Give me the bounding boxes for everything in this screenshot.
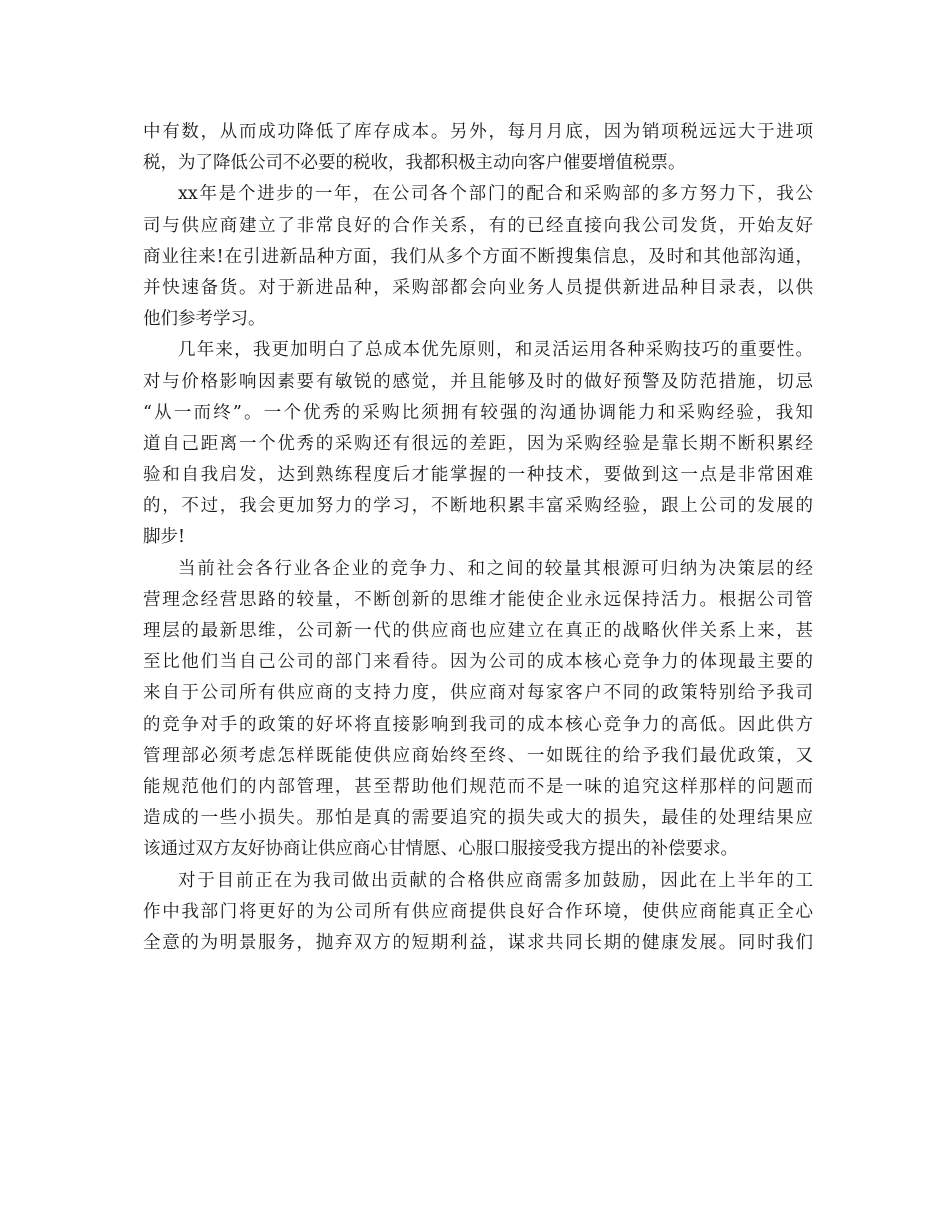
text-line: 能规范他们的内部管理，甚至帮助他们规范而不是一味的追究这样那样的问题而 bbox=[143, 776, 813, 797]
text-line: 他们参考学习。 bbox=[143, 309, 266, 330]
text-line: 的竞争对手的政策的好坏将直接影响到我司的成本核心竞争力的高低。因此供方 bbox=[143, 714, 813, 735]
text-line: 该通过双方友好协商让供应商心甘情愿、心服口服接受我方提出的补偿要求。 bbox=[143, 839, 738, 860]
text-line: “从一而终”。一个优秀的采购比须拥有较强的沟通协调能力和采购经验，我知 bbox=[143, 402, 813, 423]
text-line: 验和自我启发，达到熟练程度后才能掌握的一种技术，要做到这一点是非常困难 bbox=[143, 465, 813, 486]
text-line: 当前社会各行业各企业的竞争力、和之间的较量其根源可归纳为决策层的经 bbox=[178, 558, 813, 579]
document-body bbox=[143, 117, 813, 959]
text-line: 造成的一些小损失。那怕是真的需要追究的损失或大的损失，最佳的处理结果应 bbox=[143, 808, 813, 829]
text-line: 对与价格影响因素要有敏锐的感觉，并且能够及时的做好预警及防范措施，切忌 bbox=[143, 371, 813, 392]
text-line: 脚步! bbox=[143, 527, 186, 548]
text-line: 几年来，我更加明白了总成本优先原则，和灵活运用各种采购技巧的重要性。 bbox=[178, 340, 813, 361]
text-line: xx年是个进步的一年，在公司各个部门的配合和采购部的多方努力下，我公 bbox=[178, 184, 813, 205]
text-line: 道自己距离一个优秀的采购还有很远的差距，因为采购经验是靠长期不断积累经 bbox=[143, 433, 813, 454]
text-line: 中有数，从而成功降低了库存成本。另外，每月月底，因为销项税远远大于进项 bbox=[143, 122, 813, 142]
text-line: 理层的最新思维，公司新一代的供应商也应建立在真正的战略伙伴关系上来，甚 bbox=[143, 621, 813, 641]
text-line: 对于目前正在为我司做出贡献的合格供应商需多加鼓励，因此在上半年的工 bbox=[178, 870, 813, 891]
text-line: 商业往来!在引进新品种方面，我们从多个方面不断搜集信息，及时和其他部沟通， bbox=[143, 246, 813, 267]
text-line: 司与供应商建立了非常良好的合作关系，有的已经直接向我公司发货，开始友好 bbox=[143, 215, 813, 236]
text-line: 至比他们当自己公司的部门来看待。因为公司的成本核心竞争力的体现最主要的 bbox=[143, 652, 813, 673]
text-line: 全意的为明景服务，抛弃双方的短期利益，谋求共同长期的健康发展。同时我们 bbox=[143, 932, 813, 953]
text-line: 并快速备货。对于新进品种，采购部都会向业务人员提供新进品种目录表，以供 bbox=[143, 277, 813, 298]
text-line: 税，为了降低公司不必要的税收，我都积极主动向客户催要增值税票。 bbox=[143, 153, 686, 174]
text-line: 作中我部门将更好的为公司所有供应商提供良好合作环境，使供应商能真正全心 bbox=[143, 901, 813, 922]
text-line: 营理念经营思路的较量，不断创新的思维才能使企业永远保持活力。根据公司管 bbox=[143, 589, 813, 610]
text-line: 管理部必须考虑怎样既能使供应商始终至终、一如既往的给予我们最优政策，又 bbox=[143, 745, 813, 766]
text-line: 来自于公司所有供应商的支持力度，供应商对每家客户不同的政策特别给予我司 bbox=[143, 683, 813, 704]
text-line: 的，不过，我会更加努力的学习，不断地积累丰富采购经验，跟上公司的发展的 bbox=[143, 496, 813, 517]
